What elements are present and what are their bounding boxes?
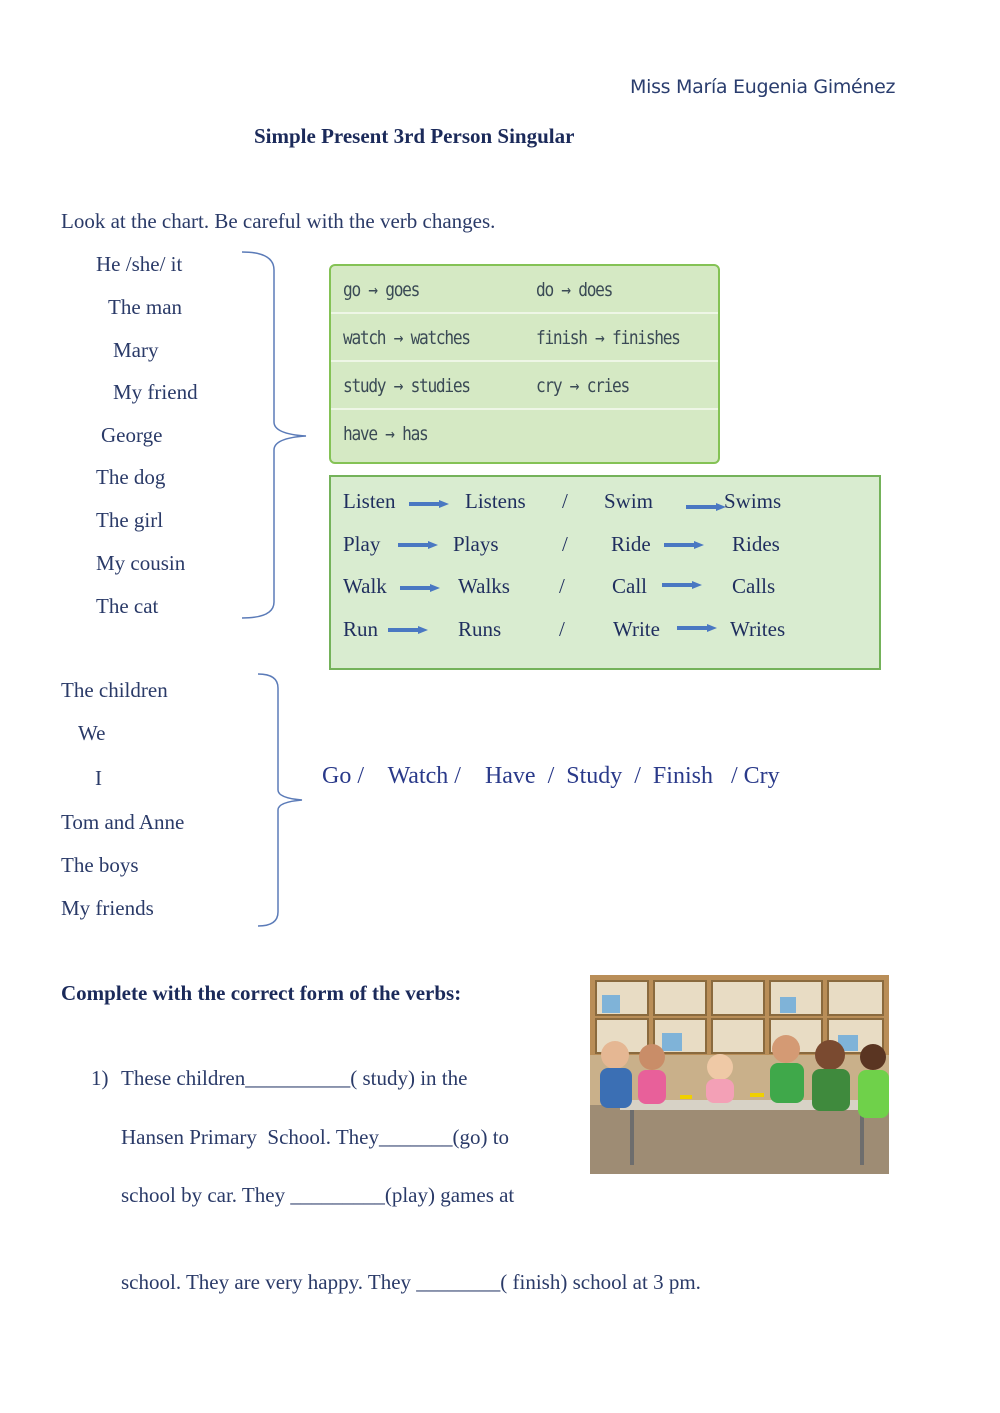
- arrow-right-icon: [400, 584, 440, 592]
- subject-item: The girl: [96, 508, 164, 532]
- right-brace-plural: [254, 672, 306, 930]
- chart-cell: study → studies: [343, 375, 470, 397]
- subject-item: My friends: [61, 896, 154, 920]
- separator: /: [559, 574, 565, 598]
- subject-item: The man: [108, 295, 183, 319]
- subject-item: The dog: [96, 465, 166, 489]
- third-person-verb: Plays: [453, 532, 499, 556]
- arrow-right-icon: [662, 581, 702, 589]
- base-verbs-list: Go / Watch / Have / Study / Finish / Cry: [322, 763, 780, 789]
- chart-cell: finish → finishes: [536, 327, 680, 349]
- base-verb: Run: [343, 617, 379, 641]
- exercise-line: Hansen Primary School. They_______(go) to: [121, 1125, 510, 1149]
- chart-cell: go → goes: [343, 279, 420, 301]
- third-person-verb: Listens: [465, 489, 526, 513]
- third-person-verb: Walks: [458, 574, 510, 598]
- third-person-verb: Calls: [732, 574, 776, 598]
- base-verb: Swim: [604, 489, 654, 513]
- base-verb: Play: [343, 532, 381, 556]
- subject-item: My friend: [113, 380, 198, 404]
- separator: /: [562, 489, 568, 513]
- chart-row: [331, 410, 718, 456]
- subject-item: We: [78, 721, 106, 745]
- arrow-right-icon: [398, 541, 438, 549]
- chart-cell: do → does: [536, 279, 613, 301]
- chart-cell: have → has: [343, 423, 428, 445]
- third-person-verb: Swims: [724, 489, 782, 513]
- regular-verbs-chart: [329, 475, 881, 670]
- instruction-text: Look at the chart. Be careful with the verb changes.: [61, 209, 496, 233]
- chart-cell: cry → cries: [536, 375, 629, 397]
- third-person-verb: Runs: [458, 617, 502, 641]
- arrow-right-icon: [677, 624, 717, 632]
- base-verb: Write: [613, 617, 660, 641]
- subject-item: My cousin: [96, 551, 186, 575]
- exercise-line: These children__________( study) in the: [121, 1066, 468, 1090]
- separator: /: [559, 617, 565, 641]
- chart-cell: watch → watches: [343, 327, 470, 349]
- subject-item: The cat: [96, 594, 159, 618]
- author-name: Miss María Eugenia Giménez: [630, 76, 896, 98]
- subject-item: Tom and Anne: [61, 810, 185, 834]
- subject-item: I: [95, 766, 102, 790]
- exercise-number: 1): [91, 1066, 109, 1090]
- arrow-right-icon: [409, 500, 449, 508]
- classroom-photo: [590, 975, 889, 1174]
- arrow-right-icon: [664, 541, 704, 549]
- base-verb: Listen: [343, 489, 396, 513]
- subject-item: The boys: [61, 853, 139, 877]
- separator: /: [562, 532, 568, 556]
- third-person-verb: Rides: [732, 532, 780, 556]
- subject-item: Mary: [113, 338, 159, 362]
- subject-item: George: [101, 423, 163, 447]
- chart-row: [331, 362, 718, 410]
- irregular-spelling-chart: [329, 264, 720, 464]
- base-verb: Call: [612, 574, 647, 598]
- page-title: Simple Present 3rd Person Singular: [254, 124, 575, 148]
- chart-row: [331, 266, 718, 314]
- arrow-right-icon: [388, 626, 428, 634]
- arrow-right-icon: [686, 503, 726, 511]
- right-brace-singular: [238, 250, 310, 622]
- exercise-line: school. They are very happy. They ________( finish) school at 3 pm.: [121, 1270, 701, 1294]
- exercise-heading: Complete with the correct form of the verbs:: [61, 981, 462, 1005]
- third-person-verb: Writes: [730, 617, 786, 641]
- base-verb: Walk: [343, 574, 387, 598]
- exercise-line: school by car. They _________(play) games at: [121, 1183, 515, 1207]
- subject-item: He /she/ it: [96, 252, 183, 276]
- chart-row: [331, 314, 718, 362]
- subject-item: The children: [61, 678, 168, 702]
- base-verb: Ride: [611, 532, 651, 556]
